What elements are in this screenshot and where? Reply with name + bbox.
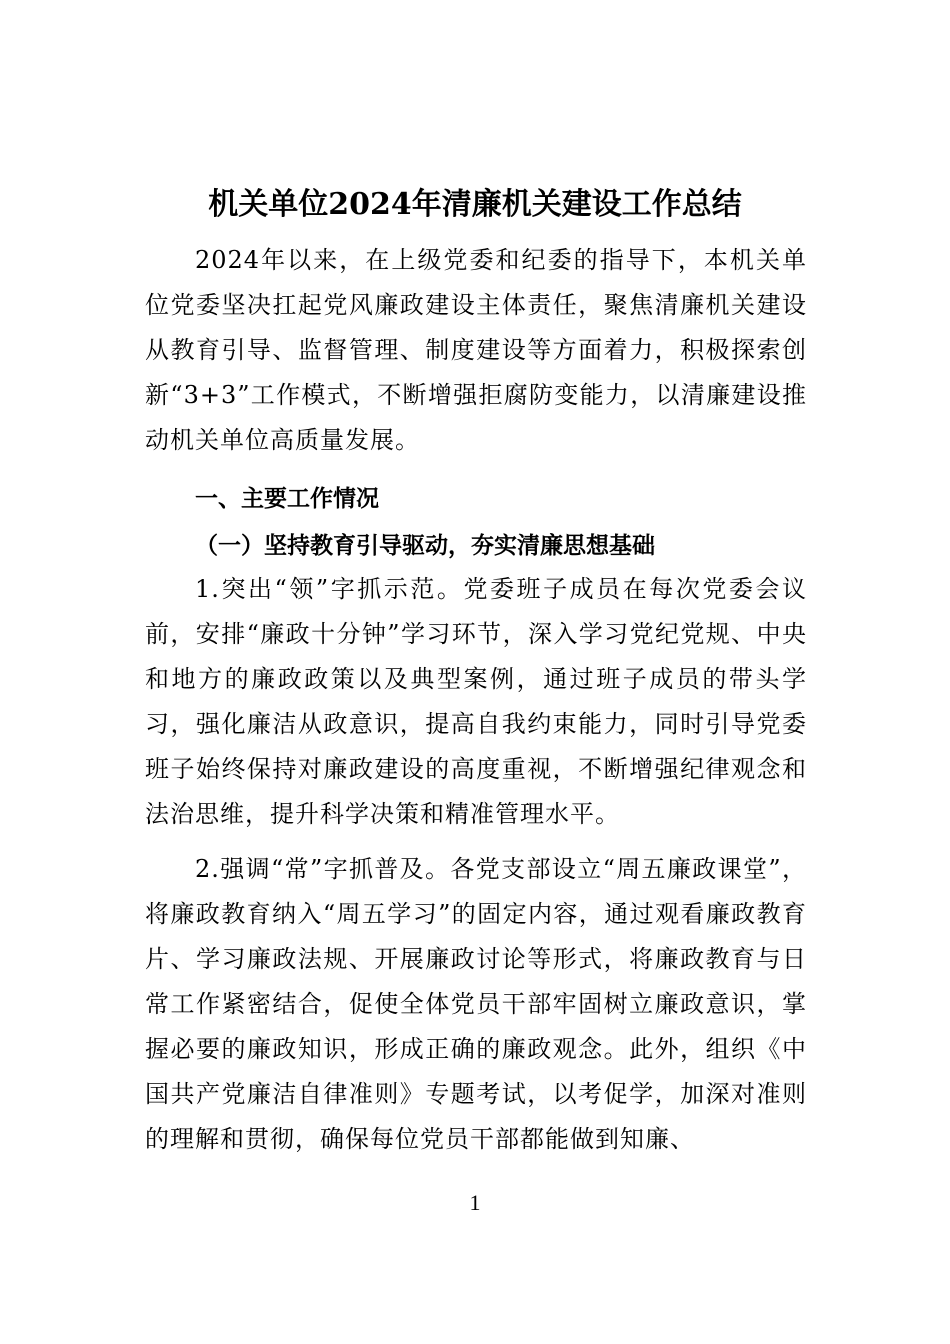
page-number: 1 [469, 1190, 481, 1215]
item-paragraph-1: 1.突出“领”字抓示范。党委班子成员在每次党委会议前，安排“廉政十分钟”学习环节，深入学习党纪党规、中央和地方的廉政政策以及典型案例，通过班子成员的带头学习，强化廉洁从政意识，提高自我约束能力，同时引导党委班子始终保持对廉政建设的高度重视，不断增强纪律观念和法治思维，提升科学决策和精准管理水平。 [145, 575, 807, 828]
document-body [145, 238, 807, 1162]
item-paragraph-2: 2.强调“常”字抓普及。各党支部设立“周五廉政课堂”，将廉政教育纳入“周五学习”的固定内容，通过观看廉政教育片、学习廉政法规、开展廉政讨论等形式，将廉政教育与日常工作紧密结合，促使全体党员干部牢固树立廉政意识，掌握必要的廉政知识，形成正确的廉政观念。此外，组织《中国共产党廉洁自律准则》专题考试，以考促学，加深对准则的理解和贯彻，确保每位党员干部都能做到知廉、 [145, 855, 807, 1153]
spacer [145, 463, 807, 473]
section-heading: 一、主要工作情况 [195, 486, 379, 512]
spacer [145, 837, 807, 847]
intro-paragraph: 2024年以来，在上级党委和纪委的指导下，本机关单位党委坚决扛起党风廉政建设主体责任，聚焦清廉机关建设从教育引导、监督管理、制度建设等方面着力，积极探索创新“3+3”工作模式，不断增强拒腐防变能力，以清廉建设推动机关单位高质量发展。 [145, 246, 807, 454]
subsection-heading: （一）坚持教育引导驱动，夯实清廉思想基础 [195, 532, 655, 559]
document-title: 机关单位2024年清廉机关建设工作总结 [208, 187, 742, 222]
